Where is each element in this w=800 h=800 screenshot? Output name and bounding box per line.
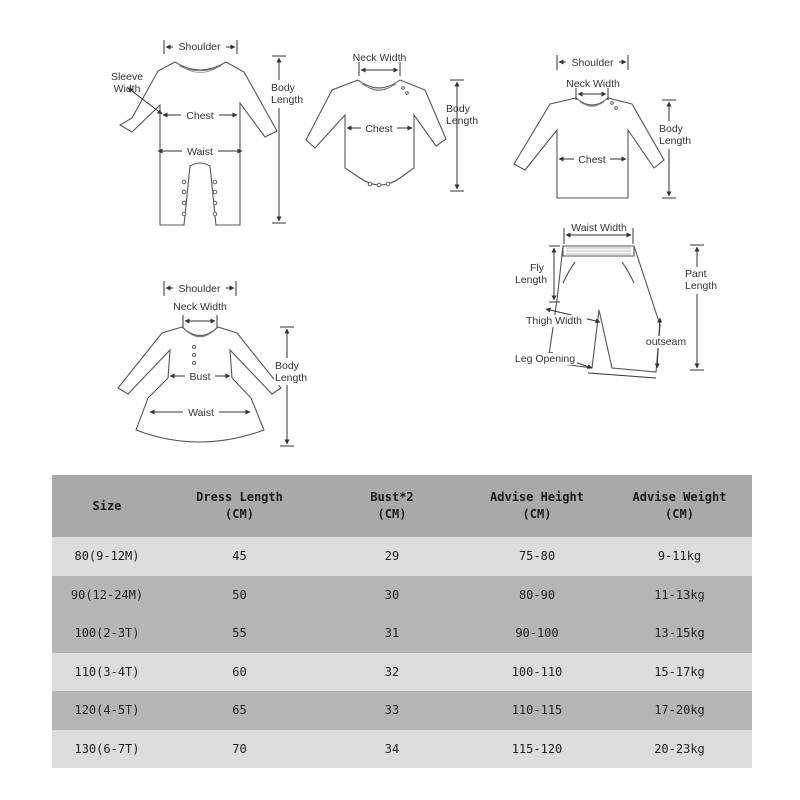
cell-size: 100(2-3T) [74, 626, 140, 641]
cell-advise-height: 80-90 [518, 587, 556, 602]
cell-dress-length: 50 [232, 587, 247, 602]
bodysuit-body-length-label: Body Length [446, 103, 479, 127]
cell-size: 80(9-12M) [74, 549, 140, 564]
table-row [52, 614, 752, 653]
header-bust: Bust*2 (CM) [370, 490, 414, 521]
cell-bust: 33 [384, 703, 400, 718]
dress-body-length-label: Body Length [275, 360, 308, 384]
cell-advise-weight: 15-17kg [654, 664, 705, 679]
cell-advise-height: 110-115 [511, 703, 563, 718]
pants-waist-width-label: Waist Width [571, 222, 627, 234]
bodysuit-neck-width-label: Neck Width [352, 52, 407, 64]
bodysuit-chest-label: Chest [365, 123, 393, 135]
cell-dress-length: 55 [232, 626, 247, 641]
table-row [52, 730, 752, 769]
pants-thigh-width-label: Thigh Width [525, 315, 583, 327]
cell-advise-weight: 11-13kg [654, 587, 705, 602]
dress-bust-label: Bust [189, 371, 211, 383]
cell-dress-length: 45 [232, 549, 247, 564]
cell-advise-height: 90-100 [515, 626, 559, 641]
cell-size: 120(4-5T) [74, 703, 140, 718]
cell-advise-height: 75-80 [518, 549, 556, 564]
top-body-length-label: Body Length [659, 123, 692, 147]
cell-dress-length: 60 [232, 664, 247, 679]
cell-size: 90(12-24M) [70, 587, 144, 602]
cell-advise-height: 115-120 [511, 741, 563, 756]
cell-dress-length: 70 [232, 741, 247, 756]
pants-pant-length-label: Pant Length [685, 268, 718, 292]
cell-advise-weight: 20-23kg [654, 741, 705, 756]
top-diagram [514, 55, 691, 198]
table-row [52, 537, 752, 576]
romper-body-length-label: Body Length [271, 82, 304, 106]
romper-sleeve-width-label: Sleeve Width [110, 71, 144, 95]
table-row [52, 691, 752, 730]
bodysuit-diagram [306, 52, 478, 191]
cell-bust: 34 [384, 741, 400, 756]
cell-size: 110(3-4T) [74, 664, 140, 679]
cell-size: 130(6-7T) [74, 741, 140, 756]
romper-waist-label: Waist [187, 146, 213, 158]
table-row [52, 653, 752, 692]
romper-diagram [111, 40, 303, 225]
header-advise-weight: Advise Weight (CM) [632, 490, 727, 521]
dress-shoulder-label: Shoulder [178, 283, 221, 295]
top-neck-width-label: Neck Width [566, 78, 620, 90]
cell-advise-weight: 17-20kg [654, 703, 705, 718]
romper-shoulder-label: Shoulder [178, 41, 221, 53]
dress-waist-label: Waist [188, 407, 214, 419]
dress-neck-width-label: Neck Width [173, 301, 227, 313]
size-chart-table [52, 475, 752, 768]
pants-diagram [511, 222, 720, 378]
header-dress-length: Dress Length (CM) [196, 490, 283, 521]
pants-leg-opening-label: Leg Opening [514, 353, 576, 365]
table-header-row [52, 475, 752, 537]
cell-advise-height: 100-110 [511, 664, 563, 679]
header-size: Size [92, 498, 122, 513]
pants-fly-length-label: Fly Length [514, 262, 548, 286]
top-shoulder-label: Shoulder [571, 57, 614, 69]
cell-bust: 29 [384, 549, 400, 564]
cell-bust: 32 [384, 664, 400, 679]
cell-advise-weight: 9-11kg [657, 549, 702, 564]
top-chest-label: Chest [578, 154, 606, 166]
cell-bust: 30 [384, 587, 400, 602]
romper-chest-label: Chest [186, 110, 214, 122]
cell-dress-length: 65 [232, 703, 247, 718]
cell-bust: 31 [384, 626, 400, 641]
pants-outseam-label: outseam [645, 336, 687, 348]
cell-advise-weight: 13-15kg [654, 626, 705, 641]
table-row [52, 576, 752, 615]
dress-diagram [118, 281, 312, 446]
header-advise-height: Advise Height (CM) [490, 490, 584, 521]
